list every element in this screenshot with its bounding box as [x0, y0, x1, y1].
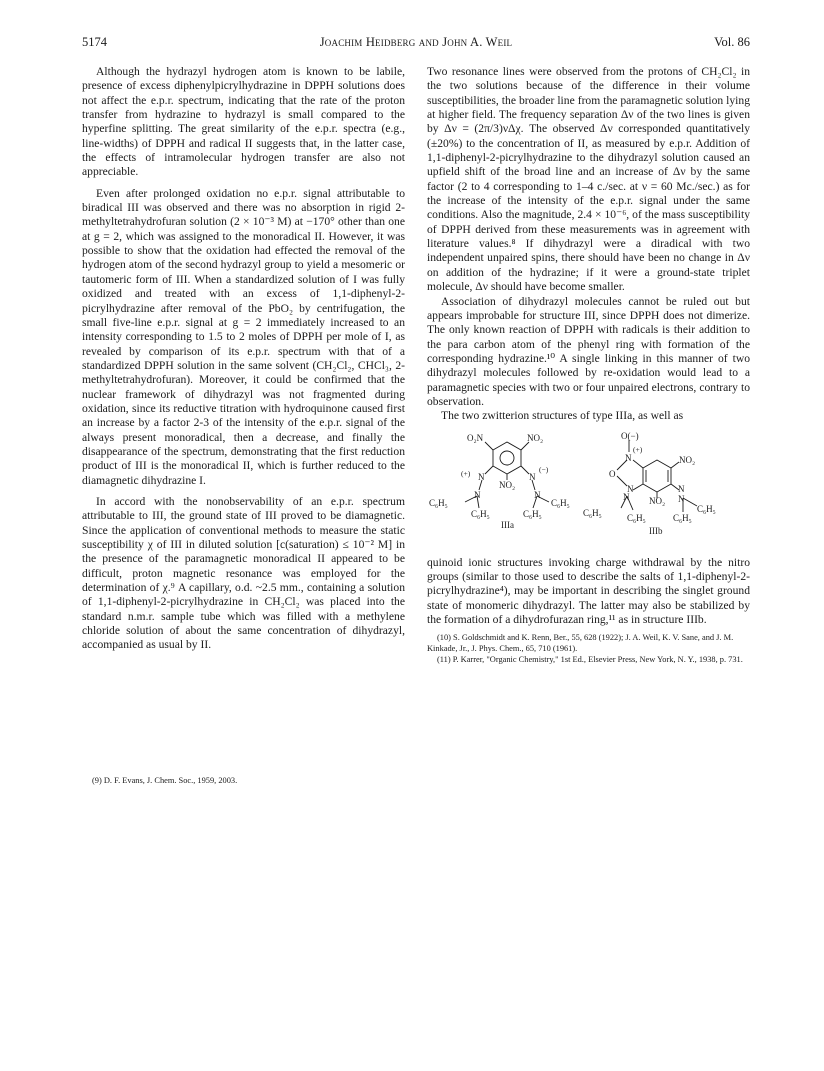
IIIb-o-ring: O: [609, 468, 616, 479]
right-paragraph-2: Association of dihydrazyl molecules cannot be ruled out but appears improbable for structure III, since DPPH does not dimerize. The only known reaction of DPPH with radicals is their addition to the para carbon atom of the phenyl ring with formation of the corresponding hydrazine.¹⁰ A single linking in this manner of two dihydrazyl molecules followed by re-oxidation would lead to a paramagnetic species with two or four unpaired electrons, contrary to observation.: [427, 294, 750, 408]
right-paragraph-1: Two resonance lines were observed from the protons of CH₂Cl₂ in the two solutions because of the difference in their volume susceptibilities, the broader line from the paramagnetic solution lying at higher field. The frequency separation Δν of the two lines is given by Δν = (2π/3)νΔχ. The observed Δν corresponded quantitatively (±20%) to the concentration of II, as measured by e.p.r. Addition of 1,1-diphenyl-2-picrylhydrazine to the dihydrazyl solution caused an upfield shift of the broad line and an increase of Δν by the same factor (2 to 4 corresponding to 1–4 c./sec. at ν = 60 Mc./sec.) as for the increase of the intensity of the e.p.r. signal under the same conditions. Also the magnitude, 2.4 × 10⁻⁶, of the mass susceptibility of DPPH derived from these measurements was in agreement with literature values.⁸ If dihydrazyl were a diradical with two independent unpaired spins, there should have been no change in Δν on addition of the hydrazine; if it were a ground-state triplet molecule, Δν should have become smaller.: [427, 65, 750, 294]
footnote-11: (11) P. Karrer, "Organic Chemistry," 1st Ed., Elsevier Press, New York, N. Y., 1938, p. 731.: [437, 654, 743, 664]
running-authors: Joachim Heidberg and John A. Weil: [319, 35, 513, 49]
IIIb-c6h5-c: C₆H₅: [697, 503, 716, 514]
left-paragraph-3: In accord with the nonobservability of an e.p.r. spectrum attributable to III, the ground state of III proved to be diamagnetic. Since the application of conventional methods to measure the static susceptibility χ of III in diluted solution [c(saturation) ≤ 10⁻² M] in the presence of the paramagnetic monoradical II appeared to be difficult, proton magnetic resonance was employed for the determination of χ.⁹ A capillary, o.d. ~2.5 mm., containing a solution of 1,1-diphenyl-2-picrylhydrazine in CH₂Cl₂ was placed into the standard n.m.r. sample tube which was filled with a methylene chloride solution of about the same concentration of dihydrazyl, accompanied as usual by II.: [82, 494, 405, 652]
left-paragraph-1: Although the hydrazyl hydrogen atom is known to be labile, presence of excess diphenylpicrylhydrazine in DPPH solutions does not affect the e.p.r. spectrum, indicating that the rate of the proton transfer from hydrazine to hydrazyl is small compared to the hyperfine splitting. The great similarity of the e.p.r. spectra (e.g., line-widths) of DPPH and radical II suggests that, in the latter case, the effects of intramolecular hydrogen transfer are also not appreciable.: [82, 65, 405, 179]
structure-figure: [427, 430, 750, 550]
IIIa-c6h5-b: C₆H₅: [471, 508, 490, 519]
IIIa-charge-plus: (+): [461, 468, 471, 478]
left-footnotes: [82, 776, 405, 787]
IIIa-n-left: N: [478, 471, 485, 482]
page-number: 5174: [82, 35, 107, 49]
volume-label: Vol. 86: [714, 35, 750, 49]
IIIa-no2-top-left: O₂N: [467, 432, 484, 443]
IIIb-n-left-ring: N: [627, 483, 634, 494]
IIIa-no2-bottom: NO₂: [499, 479, 516, 490]
IIIb-no2-bottom: NO₂: [649, 495, 666, 506]
IIIb-label: IIIb: [649, 525, 663, 536]
IIIb-n-right-lower: N: [678, 493, 685, 504]
right-paragraph-4: quinoid ionic structures invoking charge withdrawal by the nitro groups (similar to those used to describe the salts of 1,1-diphenyl-2-picrylhydrazine⁴), may be important in describing the singlet ground state of monomeric dihydrazyl. The latter may also be stabilized by the formation of a dihydrofurazan ring,¹¹ as in structure IIIb.: [427, 555, 750, 626]
IIIa-c6h5-a: C₆H₅: [429, 497, 448, 508]
IIIa-no2-top-right: NO₂: [527, 432, 544, 443]
IIIa-charge-minus: (−): [539, 464, 549, 474]
right-paragraph-3: The two zwitterion structures of type IIIa, as well as: [441, 409, 684, 423]
IIIb-c6h5-a: C₆H₅: [583, 507, 602, 518]
IIIb-n-left-lower: N: [623, 491, 630, 502]
IIIa-c6h5-c: C₆H₅: [551, 497, 570, 508]
right-footnotes: [427, 633, 750, 665]
left-paragraph-2: Even after prolonged oxidation no e.p.r. signal attributable to biradical III was observed and there was no absorption in rigid 2-methyltetrahydrofuran solution (2 × 10⁻³ M) at −170° other than one at g = 2, which was assigned to the monoradical II. However, it was possible to show that the oxidation had effected the removal of the hydrogen atom of the second hydrazyl group to yield a mesomeric or tautomeric form of III. When a standardized solution of I was fully oxidized and treated with an excess of 1,1-diphenyl-2-picrylhydrazine after removal of the PbO₂ by centrifugation, the small five-line e.p.r. signal at g = 2 immediately increased to an intensity corresponding to 1.5 to 2 moles of DPPH per mole of I, as revealed by comparison of its e.p.r. spectrum with that of a standardized DPPH solution in the same solvent (CH₂Cl₂, CHCl₃, 2-methyltetrahydrofuran). Moreover, it could be confirmed that the nuclear framework of dihydrazyl was not fragmented during oxidation, since its reductive titration with hydroquinone caused first an increase by a factor 2-3 of the intensity of the e.p.r. signal of the always present monoradical, then a decrease, and finally the disappearance of the spectrum, demonstrating that the first reduction product of III is the monoradical II, which is further reduced to the diamagnetic dihydrazine I.: [82, 186, 405, 487]
footnote-10: (10) S. Goldschmidt and K. Renn, Ber., 55, 628 (1922); J. A. Weil, K. V. Sane, and J. M. Kinkade, Jr., J. Phys. Chem., 65, 710 (1961).: [427, 633, 734, 654]
IIIb-o-minus: O(−): [621, 430, 639, 441]
IIIb-n-top: N: [625, 452, 632, 463]
IIIa-n-left-lower: N: [474, 489, 481, 500]
IIIb-no2-right: NO₂: [679, 454, 696, 465]
structures-svg: [427, 430, 750, 550]
IIIa-c6h5-d: C₆H₅: [523, 508, 542, 519]
IIIa-n-right-lower: N: [534, 489, 541, 500]
IIIa-label: IIIa: [501, 519, 514, 530]
IIIb-n-plus: (+): [633, 444, 643, 454]
IIIb-c6h5-d: C₆H₅: [673, 512, 692, 523]
IIIb-c6h5-b: C₆H₅: [627, 512, 646, 523]
footnote-9: (9) D. F. Evans, J. Chem. Soc., 1959, 2003.: [92, 776, 238, 785]
IIIa-n-right: N: [529, 471, 536, 482]
IIIb-n-right: N: [678, 483, 685, 494]
left-column: [82, 65, 405, 653]
running-header: [82, 34, 750, 50]
right-column: [427, 65, 750, 666]
